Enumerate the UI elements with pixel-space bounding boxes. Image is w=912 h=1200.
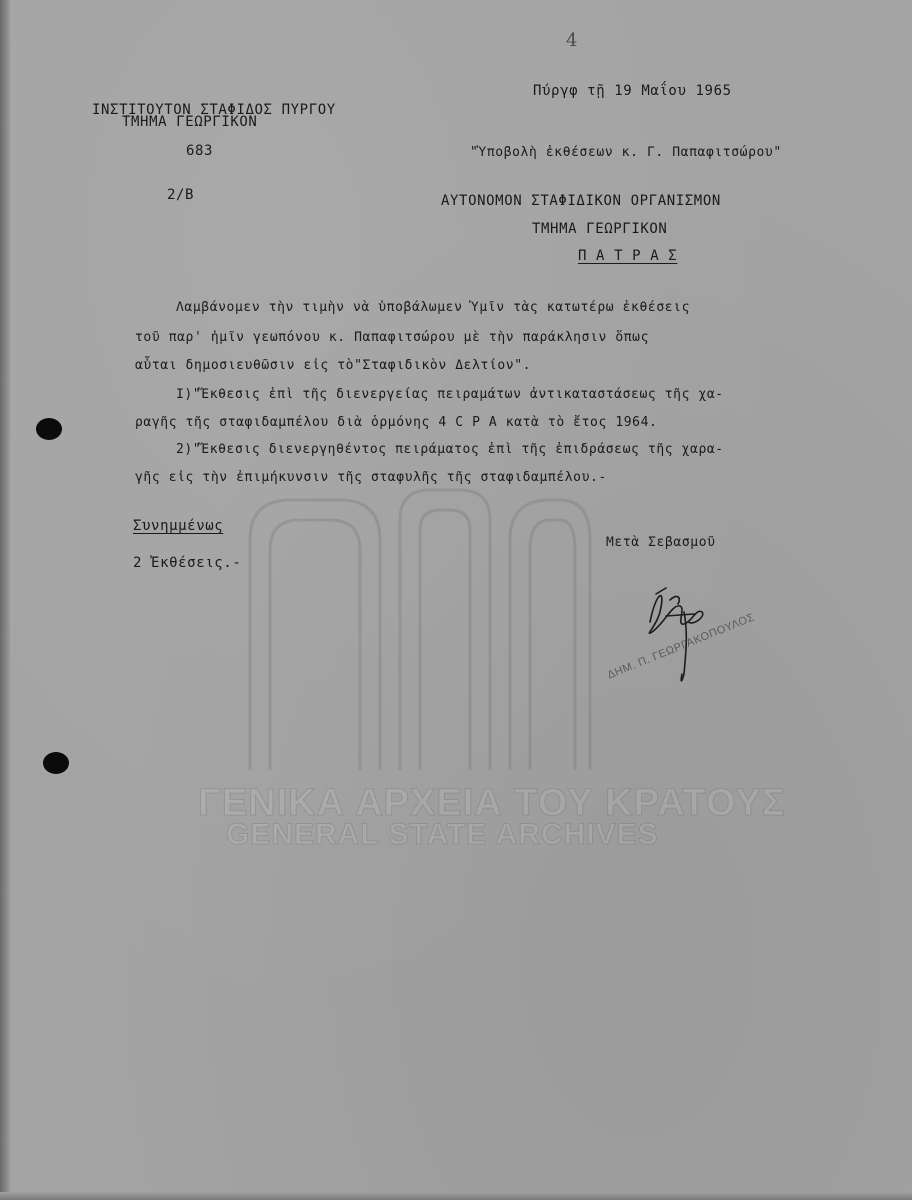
punch-hole-bottom [43, 752, 69, 774]
intro-line-3: αὗται δημοσιευθῶσιν εἰς τὸ"Σταφιδικὸν Δελτίον". [135, 358, 532, 373]
item2-line-2: γῆς εἰς τὴν ἐπιμήκυνσιν τῆς σταφυλῆς τῆς σταφιδαμπέλου.- [135, 470, 607, 485]
enclosures-label: Συνημμένως [133, 518, 224, 534]
recipient-organization: ΑΥΤΟΝΟΜΟΝ ΣΤΑΦΙΔΙΚΟΝ ΟΡΓΑΝΙΣΜΟΝ [441, 193, 721, 209]
subject-line: "Ὑποβολὴ ἐκθέσεων κ. Γ. Παπαφιτσώρου" [470, 145, 782, 160]
watermark-greek: ΓΕΝΙΚΑ ΑΡΧΕΙΑ ΤΟΥ ΚΡΑΤΟΥΣ [198, 782, 786, 824]
signature-name-stamp: ΔΗΜ. Π. ΓΕΩΡΓΑΚΟΠΟΥΛΟΣ [605, 611, 757, 682]
item1-line-2: ραγῆς τῆς σταφιδαμπέλου διὰ ὁρμόνης 4 C P A κατὰ τὸ ἔτος 1964. [135, 415, 658, 430]
page-left-edge-shadow [0, 0, 10, 1200]
enclosures-item: 2 Ἐκθέσεις.- [133, 555, 242, 571]
closing-salutation: Μετὰ Σεβασμοῦ [606, 535, 716, 550]
recipient-city: Π Α Τ Ρ Α Σ [578, 248, 678, 264]
protocol-number: 683 [186, 143, 214, 159]
institute-department: ΤΜΗΜΑ ΓΕΩΡΓΙΚΟΝ [122, 114, 258, 130]
page-number-mark: 4 [566, 30, 579, 51]
item1-line-1: Ι)"Ἔκθεσις ἐπὶ τῆς διενεργείας πειραμάτων ἀντικαταστάσεως τῆς χα- [176, 387, 724, 402]
file-code: 2/Β [167, 187, 195, 203]
archives-watermark-logo [230, 480, 610, 780]
punch-hole-top [36, 418, 62, 440]
institute-name: ΙΝΣΤΙΤΟΥΤΟΝ ΣΤΑΦΙΔΟΣ ΠΥΡΓΟΥ [92, 102, 336, 118]
item2-line-1: 2)"Ἔκθεσις διενεργηθέντος πειράματος ἐπὶ τῆς ἐπιδράσεως τῆς χαρα- [176, 442, 724, 457]
intro-line-2: τοῦ παρ' ἡμῖν γεωπόνου κ. Παπαφιτσώρου μὲ τὴν παράκλησιν ὅπως [135, 330, 650, 345]
recipient-department: ΤΜΗΜΑ ΓΕΩΡΓΙΚΟΝ [532, 221, 668, 237]
watermark-english: GENERAL STATE ARCHIVES [226, 818, 659, 851]
place-date: Πύργφ τῇ 19 Μαΐου 1965 [533, 83, 732, 99]
intro-line-1: Λαμβάνομεν τὴν τιμὴν νὰ ὑποβάλωμεν Ὑμῖν τὰς κατωτέρω ἐκθέσεις [176, 300, 691, 315]
page-bottom-edge-shadow [0, 1192, 912, 1200]
